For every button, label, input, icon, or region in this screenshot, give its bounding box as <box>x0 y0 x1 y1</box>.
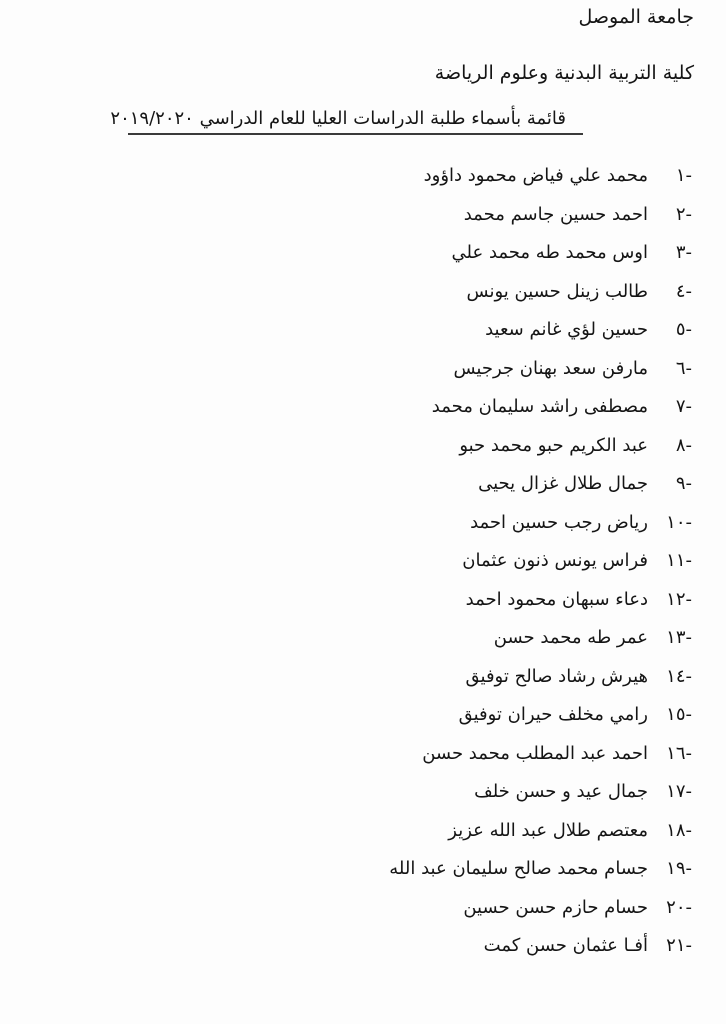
student-row <box>0 546 726 585</box>
student-name: مارفن سعد بهنان جرجيس <box>453 357 648 379</box>
student-row <box>0 469 726 508</box>
student-row <box>0 700 726 739</box>
student-name: طالب زينل حسين يونس <box>466 280 648 302</box>
student-name: رياض رجب حسين احمد <box>470 511 648 533</box>
student-name: محمد علي فياض محمود داؤود <box>423 165 648 186</box>
student-name: احمد حسين جاسم محمد <box>463 203 648 225</box>
student-row <box>0 161 726 200</box>
student-row <box>0 354 726 393</box>
student-name: حسام حازم حسن حسين <box>463 896 648 918</box>
student-number: ٥- <box>675 319 692 340</box>
student-number: ١٧- <box>666 781 692 802</box>
student-row <box>0 200 726 239</box>
student-number: ٤- <box>675 280 692 302</box>
student-row <box>0 777 726 816</box>
student-row <box>0 508 726 547</box>
student-row <box>0 931 726 970</box>
student-number: ١٦- <box>666 742 692 764</box>
student-number: ٩- <box>675 473 692 494</box>
student-row <box>0 431 726 470</box>
student-number: ١٥- <box>666 704 692 725</box>
student-number: ١٢- <box>666 588 692 610</box>
student-row <box>0 816 726 855</box>
student-row <box>0 238 726 277</box>
student-number: ٧- <box>675 396 692 417</box>
student-name: أفـا عثمان حسن كمت <box>483 935 648 956</box>
student-number: ١- <box>675 165 692 186</box>
student-row <box>0 315 726 354</box>
student-number: ٣- <box>675 242 692 263</box>
student-row <box>0 854 726 893</box>
student-row <box>0 277 726 316</box>
student-name: اوس محمد طه محمد علي <box>451 242 648 263</box>
student-name: معتصم طلال عبد الله عزيز <box>448 819 648 841</box>
student-name: فراس يونس ذنون عثمان <box>462 550 648 571</box>
student-name: جسام محمد صالح سليمان عبد الله <box>389 858 648 879</box>
student-number: ١٤- <box>666 665 692 687</box>
student-name: حسين لؤي غانم سعيد <box>485 319 648 340</box>
student-row <box>0 585 726 624</box>
student-number: ٦- <box>675 357 692 379</box>
student-name: جمال طلال غزال يحيى <box>478 473 648 494</box>
student-name: احمد عبد المطلب محمد حسن <box>422 742 648 764</box>
student-name: عبد الكريم حبو محمد حبو <box>459 434 648 456</box>
student-name: مصطفى راشد سليمان محمد <box>431 396 648 417</box>
student-row <box>0 739 726 778</box>
student-name: هيرش رشاد صالح توفيق <box>465 665 648 687</box>
student-row <box>0 662 726 701</box>
student-number: ١٨- <box>666 819 692 841</box>
college-name: كلية التربية البدنية وعلوم الرياضة <box>434 62 694 84</box>
list-title: قائمة بأسماء طلبة الدراسات العليا للعام الدراسي ٢٠١٩/٢٠٢٠ <box>110 108 566 129</box>
student-row <box>0 623 726 662</box>
student-row <box>0 392 726 431</box>
student-number: ٨- <box>675 434 692 456</box>
student-number: ٢- <box>675 203 692 225</box>
student-name: رامي مخلف حيران توفيق <box>458 704 648 725</box>
university-name: جامعة الموصل <box>578 6 694 28</box>
title-underline <box>128 133 583 135</box>
student-name: عمر طه محمد حسن <box>493 627 648 648</box>
student-number: ١٠- <box>666 511 692 533</box>
student-name: جمال عيد و حسن خلف <box>474 781 648 802</box>
student-name: دعاء سبهان محمود احمد <box>465 588 648 610</box>
student-number: ١١- <box>666 550 692 571</box>
student-row <box>0 893 726 932</box>
student-number: ٢٠- <box>666 896 692 918</box>
student-number: ١٩- <box>666 858 692 879</box>
student-number: ٢١- <box>666 935 692 956</box>
student-number: ١٣- <box>666 627 692 648</box>
student-list <box>0 161 726 970</box>
